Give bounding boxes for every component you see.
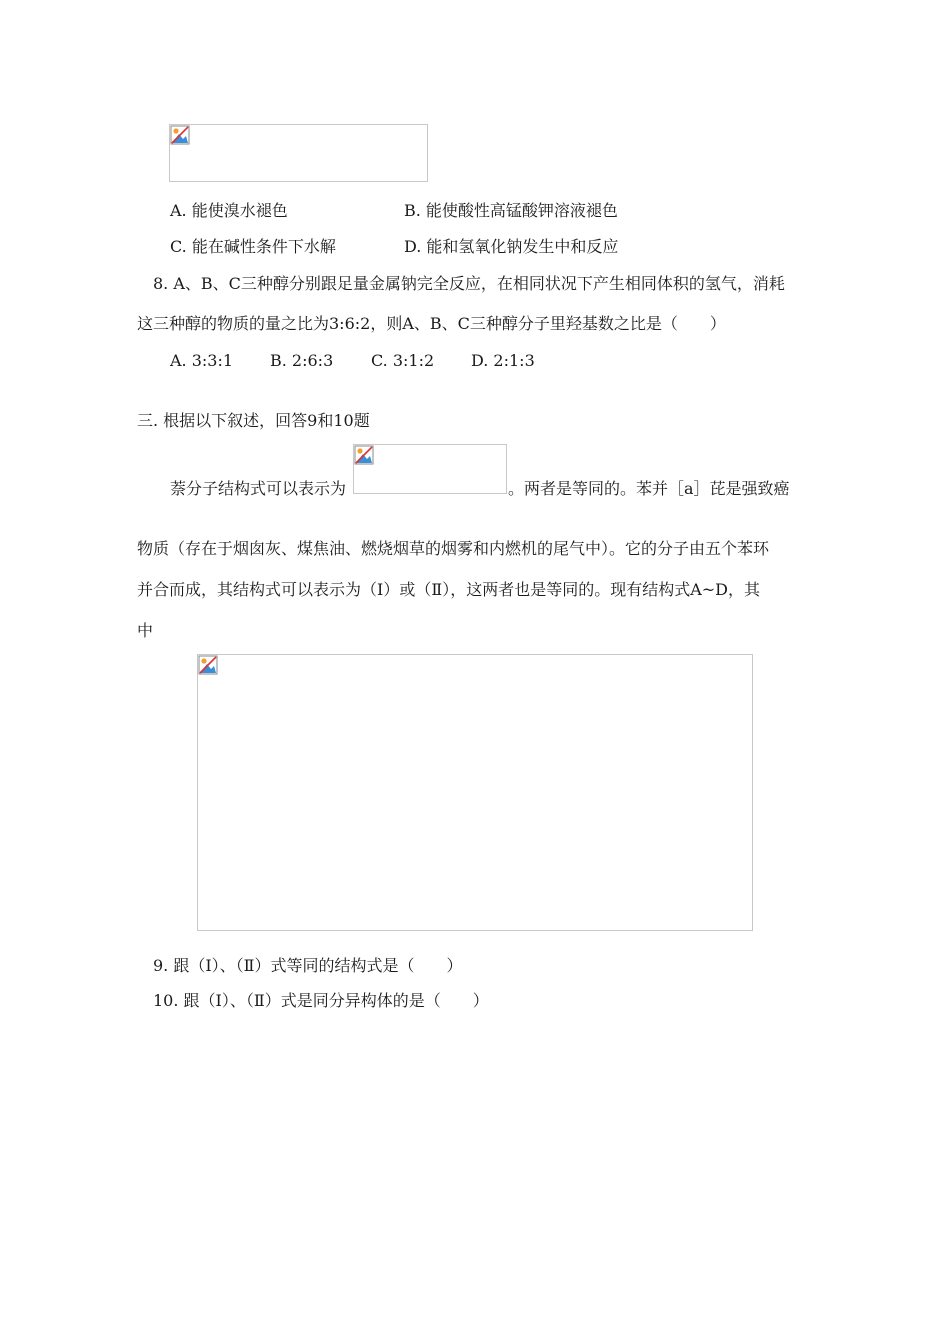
question-9: 9. 跟（Ⅰ）、（Ⅱ）式等同的结构式是（ ） xyxy=(153,956,463,975)
structures-image-placeholder xyxy=(197,654,753,931)
paragraph-line-3: 并合而成，其结构式可以表示为（Ⅰ）或（Ⅱ），这两者也是等同的。现有结构式A~D，其 xyxy=(137,580,760,599)
option-c: C. 3:1:2 xyxy=(371,351,435,370)
option-d: D. 2:1:3 xyxy=(471,351,535,370)
option-b: B. 能使酸性高锰酸钾溶液褪色 xyxy=(404,201,618,220)
option-d: D. 能和氢氧化钠发生中和反应 xyxy=(404,237,619,256)
question-10: 10. 跟（Ⅰ）、（Ⅱ）式是同分异构体的是（ ） xyxy=(153,991,489,1010)
section-heading: 三. 根据以下叙述，回答9和10题 xyxy=(137,411,370,430)
option-a: A. 能使溴水褪色 xyxy=(170,201,288,220)
broken-image-icon xyxy=(170,125,190,145)
broken-image-icon xyxy=(198,655,218,675)
option-a: A. 3:3:1 xyxy=(170,351,234,370)
option-b: B. 2:6:3 xyxy=(270,351,334,370)
paragraph-line-1-after: 。两者是等同的。苯并［a］芘是强致癌 xyxy=(508,479,790,498)
option-c: C. 能在碱性条件下水解 xyxy=(170,237,336,256)
naphthalene-image-placeholder xyxy=(353,444,507,494)
paragraph-line-2: 物质（存在于烟囱灰、煤焦油、燃烧烟草的烟雾和内燃机的尾气中）。它的分子由五个苯环 xyxy=(137,539,770,558)
question-8-line-2: 这三种醇的物质的量之比为3:6:2，则A、B、C三种醇分子里羟基数之比是（ ） xyxy=(137,314,726,333)
structure-image-placeholder xyxy=(169,124,428,182)
broken-image-icon xyxy=(354,445,374,465)
question-8-line-1: 8. A、B、C三种醇分别跟足量金属钠完全反应，在相同状况下产生相同体积的氢气，消耗 xyxy=(153,274,785,293)
paragraph-line-1-before: 萘分子结构式可以表示为 xyxy=(170,479,347,498)
paragraph-line-4: 中 xyxy=(137,621,154,640)
